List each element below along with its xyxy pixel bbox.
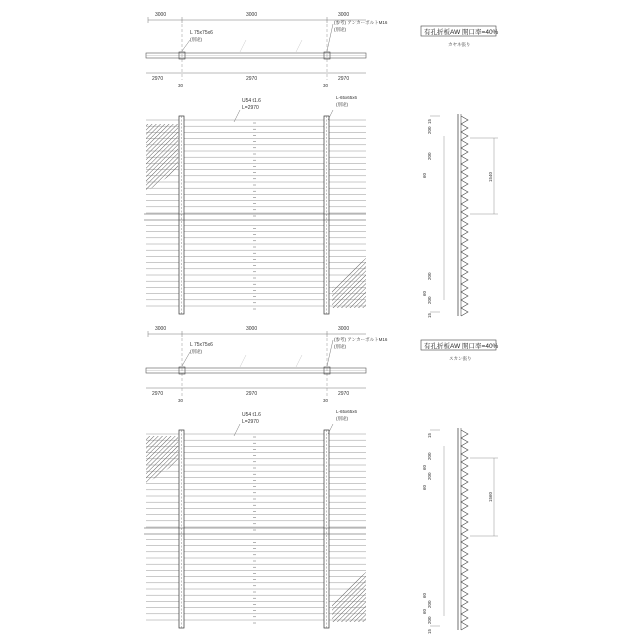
dim-top-right: 3000 [338, 326, 350, 332]
sec-dim-15-top: 15 [427, 432, 432, 438]
sec-dim-15-bot: 15 [427, 312, 432, 318]
sec-small-c: 60 [422, 592, 427, 598]
section-view-2 [422, 428, 498, 634]
sec-dim-200-c: 200 [427, 600, 432, 608]
note-angle: L 75x75x6 [190, 30, 213, 36]
note-anchor: (参考) アンカーボルトM16 [334, 337, 388, 342]
dim-top-left: 3000 [155, 12, 167, 18]
sec-small-a: 60 [422, 172, 427, 178]
note-angle-sub: (別途) [190, 37, 202, 42]
title-block-2 [421, 340, 499, 362]
sec-small-a: 60 [422, 464, 427, 470]
sec-dim-200-a: 200 [427, 126, 432, 134]
sec-dim-200-b: 200 [427, 152, 432, 160]
note-anchor-sub: (別途) [334, 344, 346, 349]
note-anchor-sub: (別途) [334, 27, 346, 32]
hatch-left [146, 436, 178, 484]
plan-view-1 [146, 12, 388, 88]
sec-dim-200-c: 200 [427, 272, 432, 280]
section-view-1 [422, 114, 498, 318]
elevation-2 [144, 409, 366, 628]
elev-angle: L-65x65x6 [336, 409, 358, 414]
title-main: 有孔折板AW 開口率=40% [424, 343, 499, 350]
title-sub: スカン張り [449, 356, 472, 361]
offset-right: 30 [323, 398, 329, 403]
panel-label: U54 t1.6 [242, 412, 261, 418]
title-main: 有孔折板AW 開口率=40% [424, 29, 499, 36]
elev-angle-sub: (別途) [336, 102, 348, 107]
sec-small-d: 60 [422, 608, 427, 614]
hatch-right [332, 572, 366, 622]
section-2 [144, 326, 499, 634]
dim-top-mid: 3000 [246, 12, 258, 18]
hatch-right [332, 258, 366, 308]
offset-right: 30 [323, 83, 329, 88]
title-sub: カヤネ張り [448, 42, 471, 47]
note-anchor: (参考) アンカーボルトM16 [334, 20, 388, 25]
dim-top-left: 3000 [155, 326, 167, 332]
elev-angle-sub: (別途) [336, 416, 348, 421]
panel-length: L=2970 [242, 419, 259, 425]
dim-bottom-mid: 2970 [246, 76, 258, 82]
panel-label: U54 t1.6 [242, 98, 261, 104]
panel-length: L=2970 [242, 105, 259, 111]
offset-left: 30 [178, 83, 184, 88]
note-angle: L 75x75x6 [190, 342, 213, 348]
dim-bottom-left: 2970 [152, 76, 164, 82]
sec-dim-15-bot: 15 [427, 628, 432, 634]
dim-bottom-right: 2970 [338, 391, 350, 397]
sec-dim-15-top: 15 [427, 118, 432, 124]
sec-dim-200-d: 200 [427, 616, 432, 624]
sec-dim-200-d: 200 [427, 296, 432, 304]
sec-dim-200-a: 200 [427, 452, 432, 460]
elevation-1 [144, 95, 366, 314]
title-block-1 [421, 26, 499, 48]
dim-bottom-mid: 2970 [246, 391, 258, 397]
plan-view-2 [146, 326, 388, 403]
sec-small-b: 60 [422, 290, 427, 296]
dim-top-mid: 3000 [246, 326, 258, 332]
note-angle-sub: (別途) [190, 349, 202, 354]
offset-left: 30 [178, 398, 184, 403]
dim-top-right: 3000 [338, 12, 350, 18]
dim-bottom-left: 2970 [152, 391, 164, 397]
section-1 [144, 12, 499, 318]
elev-angle: L-65x65x6 [336, 95, 358, 100]
dim-bottom-right: 2970 [338, 76, 350, 82]
sec-dim-main: 1560 [488, 491, 493, 502]
sec-small-b: 60 [422, 484, 427, 490]
sec-dim-200-b: 200 [427, 472, 432, 480]
sec-dim-main: 1540 [488, 171, 493, 182]
